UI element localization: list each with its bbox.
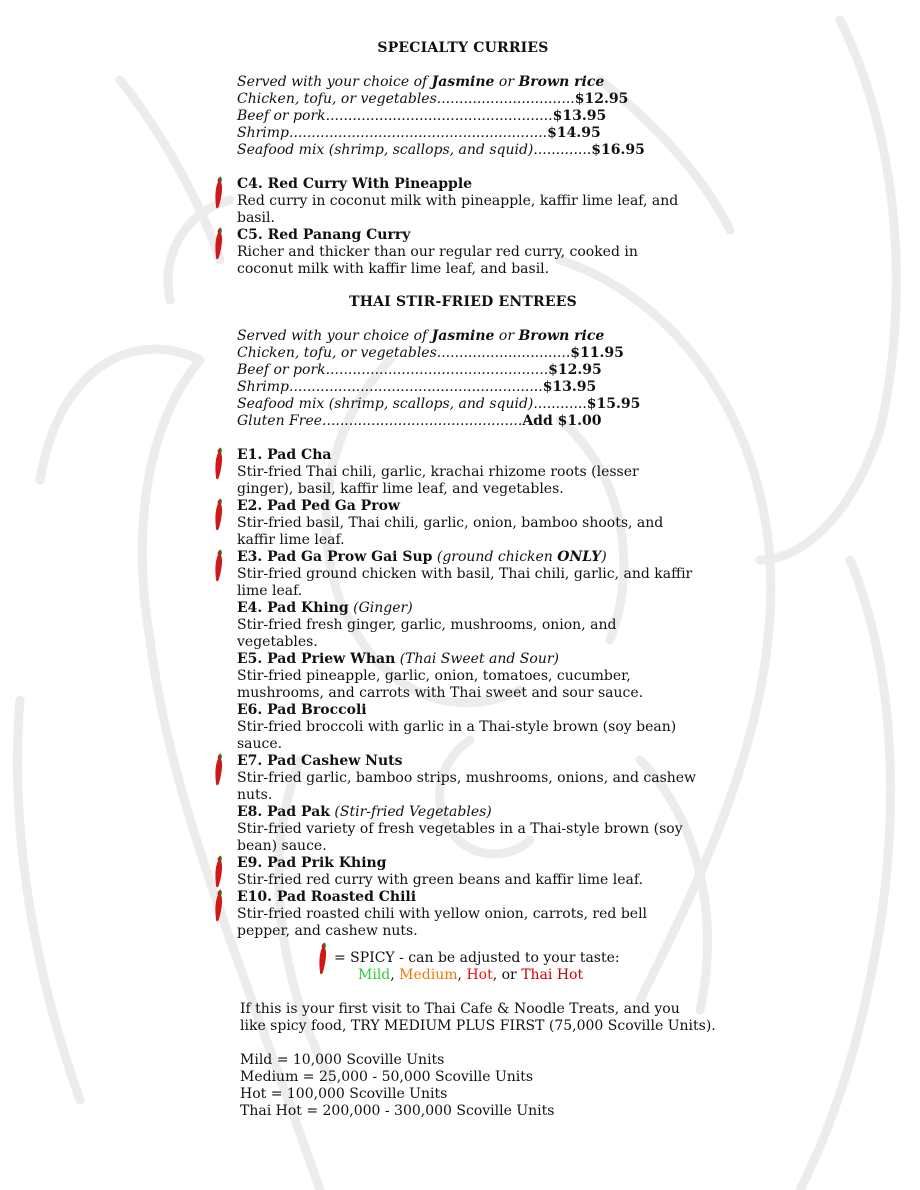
price-amount: $11.95 xyxy=(570,345,624,361)
item-note-text: (ground chicken xyxy=(432,549,558,565)
item-title xyxy=(237,651,697,668)
menu-item-e4 xyxy=(237,600,697,651)
item-description: Stir-fried garlic, bamboo strips, mushrooms, onions, and cashew nuts. xyxy=(237,770,697,803)
specialty-curries-heading: SPECIALTY CURRIES xyxy=(377,40,549,56)
price-leader: ............. xyxy=(533,142,592,158)
item-description: Stir-fried pineapple, garlic, onion, tomatoes, cucumber, mushrooms, and carrots with Thai sweet and sour sauce. xyxy=(237,668,644,701)
item-note: (Ginger) xyxy=(348,600,413,616)
price-leader: .......................................................... xyxy=(289,125,548,141)
item-title xyxy=(237,753,697,770)
item-title xyxy=(237,549,697,566)
scoville-row: Hot = 100,000 Scoville Units xyxy=(240,1086,448,1102)
item-description: Stir-fried ground chicken with basil, Thai chili, garlic, and kaffir lime leaf. xyxy=(237,566,693,599)
stirfry-item-list xyxy=(237,447,697,940)
stir-fried-entrees-heading: THAI STIR-FRIED ENTREES xyxy=(349,294,577,310)
price-amount: $12.95 xyxy=(548,362,602,378)
menu-item-e7 xyxy=(237,753,697,804)
item-title xyxy=(237,600,697,617)
spice-level-sep: , xyxy=(457,967,467,983)
item-description: Stir-fried Thai chili, garlic, krachai rhizome roots (lesser ginger), basil, kaffir lime leaf, and vegetables. xyxy=(237,464,639,497)
item-description: Stir-fried broccoli with garlic in a Thai-style brown (soy bean) sauce. xyxy=(237,719,677,752)
price-amount: $16.95 xyxy=(591,142,645,158)
item-title xyxy=(237,702,697,719)
price-row xyxy=(237,108,657,125)
item-title: C5. Red Panang Curry xyxy=(237,227,411,243)
item-title xyxy=(237,855,697,872)
menu-item-e2 xyxy=(237,498,697,549)
chili-pepper-icon xyxy=(212,176,226,210)
price-leader: ......................................................... xyxy=(289,379,543,395)
price-label: Beef or pork xyxy=(237,362,326,378)
price-leader: ............................................. xyxy=(322,413,523,429)
price-label: Gluten Free xyxy=(237,413,323,429)
item-description: Richer and thicker than our regular red curry, cooked in coconut milk with kaffir lime leaf, and basil. xyxy=(237,244,638,277)
price-amount: $15.95 xyxy=(586,396,641,412)
item-note-emphasis: ONLY xyxy=(557,549,602,565)
price-amount: $13.95 xyxy=(542,379,597,395)
chili-pepper-icon xyxy=(212,753,226,787)
item-name: E4. Pad Khing xyxy=(237,600,349,616)
menu-item-e3 xyxy=(237,549,697,600)
item-description: Stir-fried fresh ginger, garlic, mushrooms, onion, and vegetables. xyxy=(237,617,617,650)
menu-item-e1 xyxy=(237,447,697,498)
first-visit-note xyxy=(240,1001,720,1035)
price-label: Seafood mix (shrimp, scallops, and squid) xyxy=(237,396,534,412)
price-leader: .................................................. xyxy=(325,362,549,378)
chili-pepper-icon xyxy=(212,227,226,261)
price-leader: ................................................... xyxy=(325,108,553,124)
item-description: Stir-fried variety of fresh vegetables in a Thai-style brown (soy bean) sauce. xyxy=(237,821,683,854)
price-amount: $13.95 xyxy=(552,108,607,124)
rice-option-brown: Brown rice xyxy=(518,74,605,90)
item-name: E1. Pad Cha xyxy=(237,447,332,463)
menu-item-c4 xyxy=(237,176,697,227)
price-label: Seafood mix (shrimp, scallops, and squid) xyxy=(237,142,534,158)
price-label: Shrimp xyxy=(237,125,290,141)
scoville-row: Mild = 10,000 Scoville Units xyxy=(240,1052,445,1068)
curries-price-list xyxy=(237,74,657,159)
rice-choice-prefix: Served with your choice of xyxy=(237,328,432,344)
menu-item-e5 xyxy=(237,651,697,702)
menu-item-c5 xyxy=(237,227,697,278)
rice-choice-line xyxy=(237,328,657,345)
menu-item-e6 xyxy=(237,702,697,753)
price-label: Beef or pork xyxy=(237,108,326,124)
item-note-close: ) xyxy=(601,549,607,565)
scoville-scale xyxy=(240,1052,720,1120)
price-leader: ............ xyxy=(533,396,587,412)
item-title xyxy=(237,498,697,515)
first-visit-line: like spicy food, TRY MEDIUM PLUS FIRST (75,000 Scoville Units). xyxy=(240,1018,716,1034)
item-name: E3. Pad Ga Prow Gai Sup xyxy=(237,549,433,565)
chili-pepper-icon xyxy=(212,498,226,532)
rice-choice-or: or xyxy=(494,328,519,344)
item-name: E6. Pad Broccoli xyxy=(237,702,367,718)
item-title: C4. Red Curry With Pineapple xyxy=(237,176,473,192)
spice-level-thai-hot: Thai Hot xyxy=(521,967,584,983)
curries-item-list xyxy=(237,176,697,278)
spice-level-mild: Mild xyxy=(358,967,391,983)
price-row xyxy=(237,362,657,379)
spice-level-sep: , xyxy=(390,967,400,983)
item-name: E5. Pad Priew Whan xyxy=(237,651,396,667)
item-title xyxy=(237,889,697,906)
price-leader: ............................... xyxy=(436,91,575,107)
item-note: (Stir-fried Vegetables) xyxy=(329,804,492,820)
spicy-legend-text: = SPICY - can be adjusted to your taste: xyxy=(334,950,620,966)
chili-pepper-icon xyxy=(212,855,226,889)
rice-option-jasmine: Jasmine xyxy=(431,328,495,344)
item-description: Stir-fried red curry with green beans and kaffir lime leaf. xyxy=(237,872,644,888)
chili-pepper-icon xyxy=(316,942,330,976)
spice-level-sep: , or xyxy=(492,967,522,983)
rice-option-brown: Brown rice xyxy=(518,328,605,344)
price-amount: $12.95 xyxy=(574,91,629,107)
item-note xyxy=(432,549,606,565)
rice-option-jasmine: Jasmine xyxy=(431,74,495,90)
rice-choice-line xyxy=(237,74,657,91)
price-row xyxy=(237,125,657,142)
price-row xyxy=(237,91,657,108)
spice-level-medium: Medium xyxy=(399,967,458,983)
price-row xyxy=(237,142,657,159)
price-row xyxy=(237,379,657,396)
item-note: (Thai Sweet and Sour) xyxy=(395,651,559,667)
scoville-row: Thai Hot = 200,000 - 300,000 Scoville Units xyxy=(240,1103,555,1119)
first-visit-line: If this is your first visit to Thai Cafe & Noodle Treats, and you xyxy=(240,1001,680,1017)
price-row xyxy=(237,345,657,362)
item-description: Stir-fried basil, Thai chili, garlic, onion, bamboo shoots, and kaffir lime leaf. xyxy=(237,515,664,548)
rice-choice-or: or xyxy=(494,74,519,90)
item-name: E9. Pad Prik Khing xyxy=(237,855,387,871)
stirfry-price-list xyxy=(237,328,657,430)
rice-choice-prefix: Served with your choice of xyxy=(237,74,432,90)
chili-pepper-icon xyxy=(212,549,226,583)
item-name: E10. Pad Roasted Chili xyxy=(237,889,417,905)
chili-pepper-icon xyxy=(212,447,226,481)
item-title xyxy=(237,447,697,464)
price-leader: .............................. xyxy=(436,345,571,361)
price-amount: Add $1.00 xyxy=(522,413,602,429)
price-row xyxy=(237,396,657,413)
scoville-row: Medium = 25,000 - 50,000 Scoville Units xyxy=(240,1069,534,1085)
item-description: Red curry in coconut milk with pineapple, kaffir lime leaf, and basil. xyxy=(237,193,679,226)
menu-item-e8 xyxy=(237,804,697,855)
spice-level-hot: Hot xyxy=(466,967,493,983)
chili-pepper-icon xyxy=(212,889,226,923)
item-name: E2. Pad Ped Ga Prow xyxy=(237,498,400,514)
price-label: Chicken, tofu, or vegetables xyxy=(237,91,437,107)
item-description: Stir-fried roasted chili with yellow onion, carrots, red bell pepper, and cashew nuts. xyxy=(237,906,648,939)
item-title xyxy=(237,804,697,821)
menu-item-e10 xyxy=(237,889,697,940)
price-label: Chicken, tofu, or vegetables xyxy=(237,345,437,361)
item-name: E7. Pad Cashew Nuts xyxy=(237,753,403,769)
spice-levels xyxy=(358,967,583,984)
price-row xyxy=(237,413,657,430)
item-name: E8. Pad Pak xyxy=(237,804,330,820)
price-amount: $14.95 xyxy=(547,125,601,141)
menu-item-e9 xyxy=(237,855,697,889)
price-label: Shrimp xyxy=(237,379,290,395)
